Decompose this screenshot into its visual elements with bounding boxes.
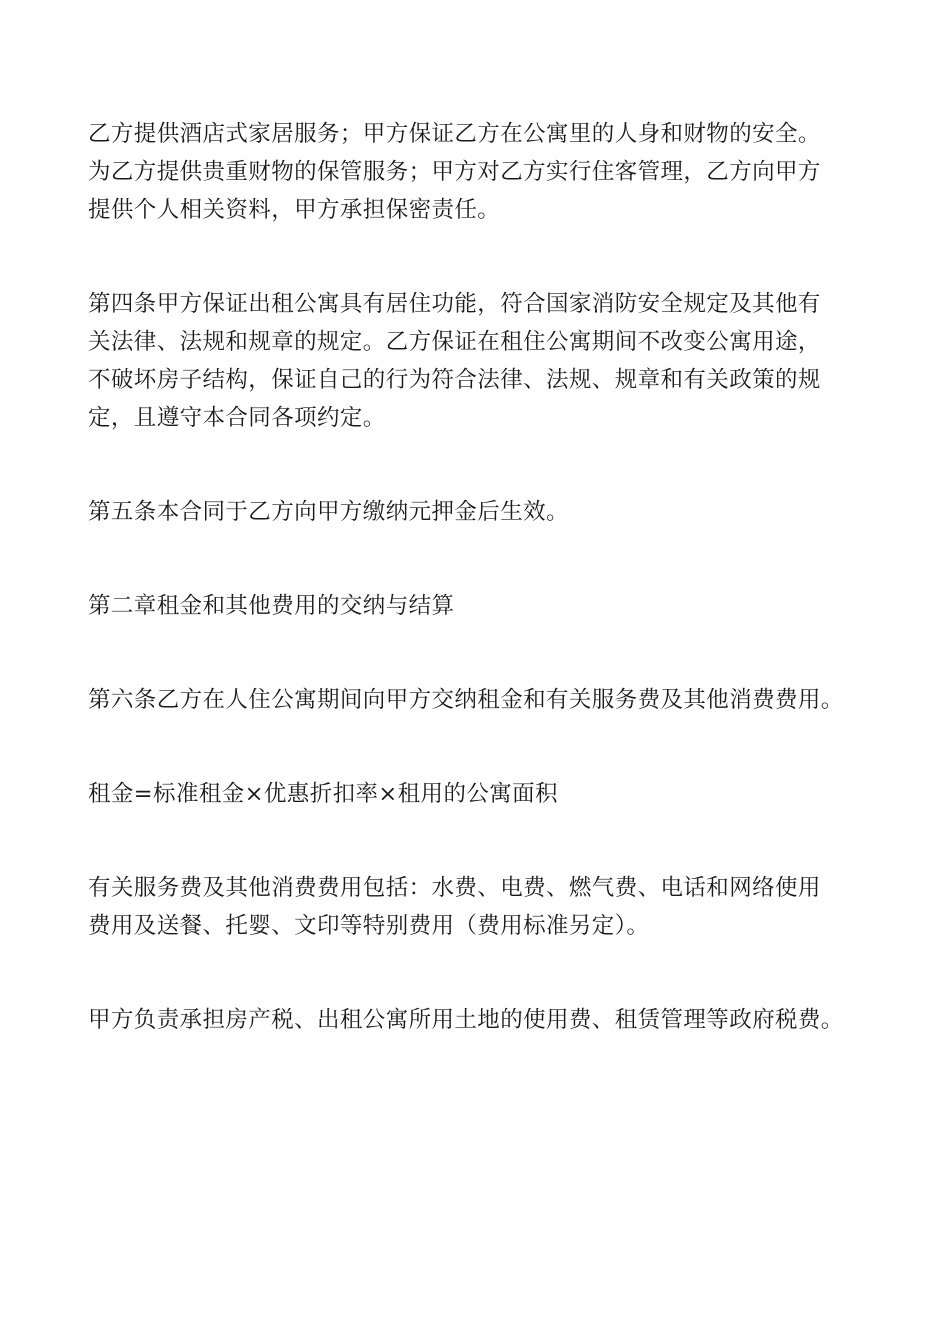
paragraph-article-6 <box>88 681 878 719</box>
text-line: 提供个人相关资料，甲方承担保密责任。 <box>88 197 501 223</box>
text-line: 第四条甲方保证出租公寓具有居住功能，符合国家消防安全规定及其他有 <box>88 291 821 317</box>
chapter-heading-2 <box>88 587 878 625</box>
text-line: 租金=标准租金×优惠折扣率×租用的公寓面积 <box>88 781 558 807</box>
text-line: 乙方提供酒店式家居服务；甲方保证乙方在公寓里的人身和财物的安全。 <box>88 121 821 147</box>
paragraph-article-4 <box>88 285 878 437</box>
paragraph-service-security <box>88 115 878 229</box>
text-line: 关法律、法规和规章的规定。乙方保证在租住公寓期间不改变公寓用途， <box>88 329 821 355</box>
text-line: 第二章租金和其他费用的交纳与结算 <box>88 593 455 619</box>
text-line: 为乙方提供贵重财物的保管服务；甲方对乙方实行住客管理，乙方向甲方 <box>88 159 821 185</box>
paragraph-article-5 <box>88 493 878 531</box>
paragraph-rent-formula <box>88 775 878 813</box>
text-line: 第六条乙方在人住公寓期间向甲方交纳租金和有关服务费及其他消费费用。 <box>88 687 844 713</box>
text-line: 第五条本合同于乙方向甲方缴纳元押金后生效。 <box>88 499 569 525</box>
document-body <box>88 115 878 1095</box>
paragraph-taxes <box>88 1001 878 1039</box>
text-line: 费用及送餐、托婴、文印等特别费用（费用标准另定）。 <box>88 913 650 939</box>
text-line: 有关服务费及其他消费费用包括：水费、电费、燃气费、电话和网络使用 <box>88 875 821 901</box>
text-line: 甲方负责承担房产税、出租公寓所用土地的使用费、租赁管理等政府税费。 <box>88 1007 844 1033</box>
paragraph-service-fees <box>88 869 878 945</box>
text-line: 不破坏房子结构，保证自己的行为符合法律、法规、规章和有关政策的规 <box>88 367 821 393</box>
text-line: 定，且遵守本合同各项约定。 <box>88 405 386 431</box>
